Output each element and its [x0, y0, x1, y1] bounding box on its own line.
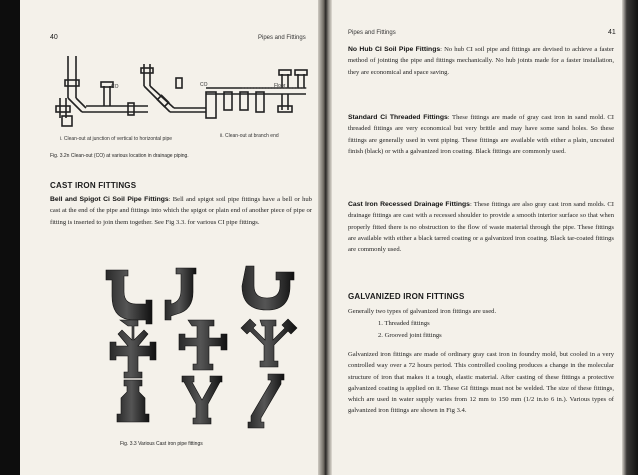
bell-spigot-body: : Bell and spigot soil pipe fittings have a bell or hub cast at the end of the pipe and fittings into which the spigot or plain end of another piece of pipe or fitting is inserted to join them together. See Fig 3.3. for various CI pipe fittings.	[50, 196, 312, 226]
cleanout-branch-diagram	[141, 64, 307, 118]
fig-2n-label-co-2: CO	[200, 82, 208, 88]
recessed-body: : These fittings are also gray cast iron sand molds. CI drainage fittings are cast with a recessed shoulder to provide a smooth interior surface so that when properly fitted there is no obstruction to the flow of waste material through the pipe. These fittings are available with either a black tarred coating or a galvanized iron coating. Black tar-coated fittings are commonly used.	[348, 201, 614, 254]
cross-tee-fitting-illustration	[179, 320, 227, 370]
p-trap-fitting-illustration	[242, 266, 294, 310]
long-bend-fitting-illustration	[165, 268, 196, 320]
galvanized-intro: Generally two types of galvanized iron fittings are used.	[348, 308, 497, 315]
threaded-title: Standard Ci Threaded Fittings	[348, 114, 448, 121]
fig-2n-subcaption-ii: ii. Clean-out at branch end	[220, 133, 279, 139]
bell-spigot-title: Bell and Spigot Ci Soil Pipe Fittings	[50, 196, 169, 203]
galvanized-type-list	[378, 318, 442, 341]
offset-pipe-fitting-illustration	[248, 374, 284, 428]
left-page	[20, 0, 318, 475]
threaded-paragraph	[348, 112, 614, 157]
bell-spigot-paragraph	[50, 194, 312, 228]
book-gutter	[318, 0, 332, 475]
page-number-left: 40	[50, 34, 58, 41]
fig-3-3-caption: Fig. 3.3 Various Cast iron pipe fittings	[120, 441, 203, 447]
section-heading-cast-iron: CAST IRON FITTINGS	[50, 181, 137, 190]
threaded-body: : These fittings are made of gray cast iron in sand mold. CI threaded fittings are very economical but very brittle and may have some sand holes. So these fittings are generally used in vent piping. These fittings are available with either a plain, uncoated finish (black) or with a galvanized iron coating. Black fittings are commonly used.	[348, 114, 614, 155]
no-hub-body: : No hub CI soil pipe and fittings are devised to achieve a faster method of jointing the pipe and fittings mechanically. No hub joints made for a faster installation, they are economical and space saving.	[348, 46, 614, 76]
cleanout-junction-diagram	[56, 56, 148, 126]
elbow-fitting-illustration	[106, 270, 152, 324]
double-branch-fitting-illustration	[110, 320, 156, 378]
fig-2n-caption: Fig. 3.2n Clean-out (CO) at various location in drainage piping.	[50, 153, 189, 159]
page-number-right: 41	[608, 29, 616, 36]
running-header-left: Pipes and Fittings	[258, 35, 306, 41]
no-hub-paragraph	[348, 44, 614, 78]
fig-2n-label-floor: Floor	[274, 83, 286, 89]
right-page	[332, 0, 622, 475]
left-scan-edge	[0, 0, 20, 475]
running-header-right: Pipes and Fittings	[348, 30, 396, 36]
fig-2n-label-co-1: CO	[111, 84, 119, 90]
section-heading-galvanized: GALVANIZED IRON FITTINGS	[348, 292, 465, 301]
galvanized-body: Galvanized iron fittings are made of ordinary gray cast iron in foundry mold, but cooled in a very controlled way over a 72 hours period. This controlled cooling produces a change in the molecular structure of iron that makes it a tough, elastic material. After casting of these fittings a protective galvanized coating is applied on it. These GI fittings must not be welded. The size of these fittings, which are used in water supply varies from 12 mm to 150 mm (1/2 in.to 6 in.). Various types of galvanized iron fittings are shown in Fig 3.4.	[348, 351, 614, 415]
y-branch-fitting-illustration	[182, 376, 222, 424]
fig-2n-subcaption-i: i. Clean-out at junction of vertical to horizontal pipe	[60, 136, 173, 142]
reducer-fitting-illustration	[117, 380, 149, 422]
recessed-paragraph	[348, 199, 614, 255]
list-item: 1. Threaded fittings	[378, 320, 430, 327]
cast-iron-fittings-figure	[20, 262, 318, 432]
wye-branch-fitting-illustration	[241, 319, 297, 367]
no-hub-title: No Hub CI Soil Pipe Fittings	[348, 46, 441, 53]
recessed-title: Cast Iron Recessed Drainage Fittings	[348, 201, 470, 208]
list-item: 2. Grooved joint fittings	[378, 331, 442, 339]
cleanout-diagram-figure	[20, 40, 318, 140]
right-scan-edge	[622, 0, 638, 475]
